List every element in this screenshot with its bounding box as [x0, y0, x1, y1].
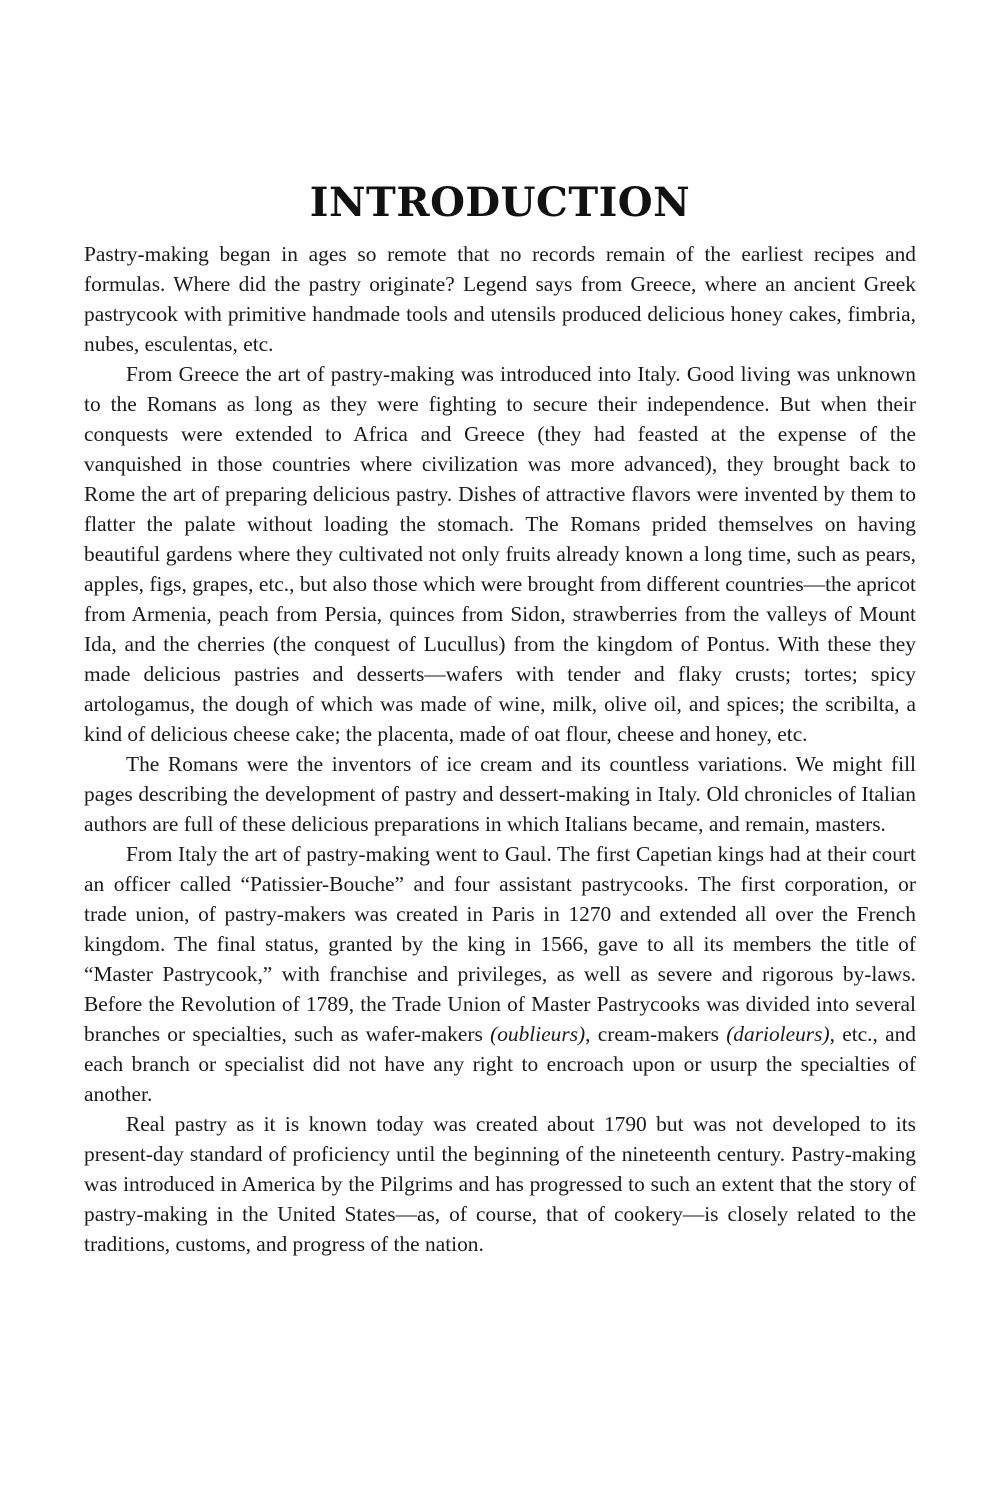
- paragraph-2: From Greece the art of pastry-making was introduced into Italy. Good living was unknown to the Romans as long as they were fighting to secure their independence. But when their conquests were extended to Africa and Greece (they had feasted at the expense of the vanquished in those countries where civilization was more advanced), they brought back to Rome the art of preparing delicious pastry. Dishes of attractive flavors were invented by them to flatter the palate without loading the stomach. The Romans prided themselves on having beautiful gardens where they cultivated not only fruits already known a long time, such as pears, apples, figs, grapes, etc., but also those which were brought from different countries—the apricot from Armenia, peach from Persia, quinces from Sidon, strawberries from the valleys of Mount Ida, and the cherries (the conquest of Lucullus) from the kingdom of Pontus. With these they made delicious pastries and desserts—wafers with tender and flaky crusts; tortes; spicy artologamus, the dough of which was made of wine, milk, olive oil, and spices; the scribilta, a kind of delicious cheese cake; the placenta, made of oat flour, cheese and honey, etc.: [84, 362, 916, 746]
- document-page: [84, 175, 916, 1259]
- page-title: INTRODUCTION: [309, 179, 691, 226]
- term-darioleurs: (darioleurs): [726, 1022, 830, 1046]
- paragraph-4-text-b: , cream-makers: [585, 1022, 727, 1046]
- term-oublieurs: (oublieurs): [490, 1022, 586, 1046]
- paragraph-3: The Romans were the inventors of ice cream and its countless variations. We might fill pages describing the development of pastry and dessert-making in Italy. Old chronicles of Italian authors are full of these delicious preparations in which Italians became, and remain, masters.: [84, 752, 916, 836]
- paragraph-4-text-c: , etc., and each branch or specialist did not have any right to encroach upon or usurp the specialties of another.: [84, 1022, 916, 1106]
- paragraph-4: [84, 839, 916, 1109]
- paragraph-1: Pastry-making began in ages so remote that no records remain of the earliest recipes and formulas. Where did the pastry originate? Legend says from Greece, where an ancient Greek pastrycook with primitive handmade tools and utensils produced delicious honey cakes, fimbria, nubes, esculentas, etc.: [84, 242, 916, 356]
- paragraph-5: Real pastry as it is known today was created about 1790 but was not developed to its present-day standard of proficiency until the beginning of the nineteenth century. Pastry-making was introduced in America by the Pilgrims and has progressed to such an extent that the story of pastry-making in the United States—as, of course, that of cookery—is closely related to the traditions, customs, and progress of the nation.: [84, 1112, 916, 1256]
- paragraph-4-text-a: From Italy the art of pastry-making went to Gaul. The first Capetian kings had at their court an officer called “Patissier-Bouche” and four assistant pastrycooks. The first corporation, or trade union, of pastry-makers was created in Paris in 1270 and extended all over the French kingdom. The final status, granted by the king in 1566, gave to all its members the title of “Master Pastrycook,” with franchise and privileges, as well as severe and rigorous by-laws. Before the Revolution of 1789, the Trade Union of Master Pastrycooks was divided into several branches or specialties, such as wafer-makers: [84, 842, 916, 1046]
